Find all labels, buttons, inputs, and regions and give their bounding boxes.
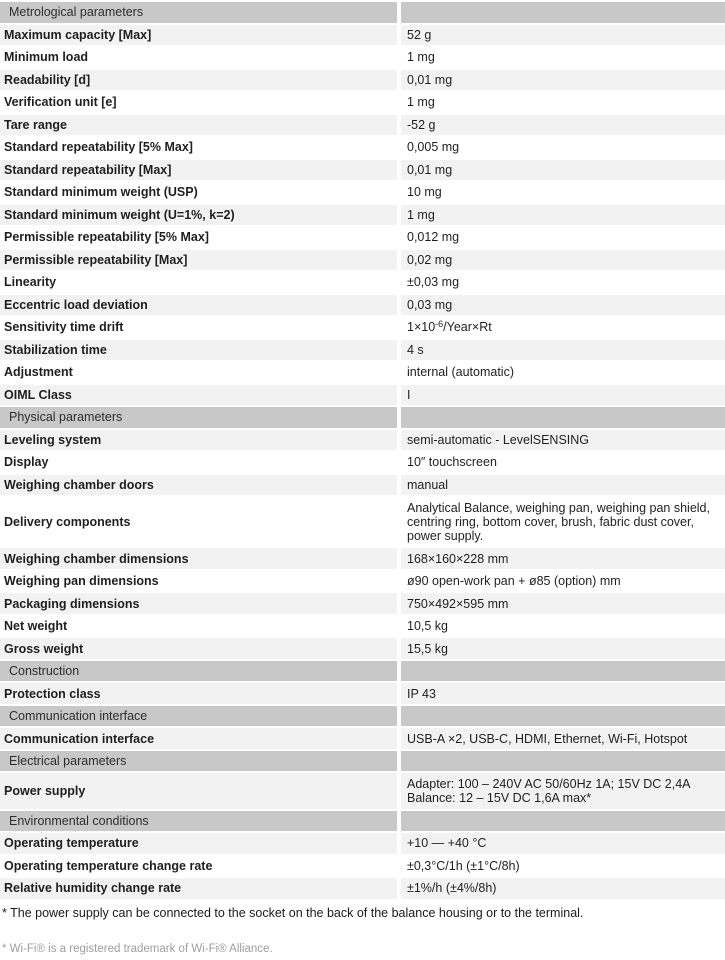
spec-row-value: +10 — +40 °C bbox=[401, 833, 725, 854]
section-header-label: Communication interface bbox=[0, 706, 397, 727]
footnote-power-supply: * The power supply can be connected to the socket on the back of the balance housing or to the terminal. bbox=[2, 905, 584, 920]
spec-row-value: 15,5 kg bbox=[401, 638, 725, 659]
section-header-spacer bbox=[401, 811, 725, 832]
spec-row-label: Relative humidity change rate bbox=[0, 878, 397, 899]
section-header-row bbox=[0, 407, 725, 430]
spec-row bbox=[0, 340, 725, 363]
section-header-spacer bbox=[401, 706, 725, 727]
spec-row bbox=[0, 385, 725, 408]
spec-row-label: Permissible repeatability [Max] bbox=[0, 250, 397, 271]
spec-row-value: ±0,03 mg bbox=[401, 272, 725, 293]
spec-table bbox=[0, 2, 725, 901]
footnote-wifi-trademark: * Wi-Fi® is a registered trademark of Wi-Fi® Alliance. bbox=[2, 942, 273, 955]
spec-row bbox=[0, 497, 725, 548]
section-header-row bbox=[0, 751, 725, 774]
spec-row-label: Display bbox=[0, 452, 397, 473]
spec-row-label: Adjustment bbox=[0, 362, 397, 383]
section-header-label: Construction bbox=[0, 661, 397, 682]
spec-row-label: Operating temperature change rate bbox=[0, 856, 397, 877]
section-header-spacer bbox=[401, 407, 725, 428]
spec-row bbox=[0, 115, 725, 138]
spec-row-value: 750×492×595 mm bbox=[401, 593, 725, 614]
spec-row-label: Minimum load bbox=[0, 47, 397, 68]
spec-row-value-line: Adapter: 100 – 240V AC 50/60Hz 1A; 15V DC 2,4A bbox=[407, 777, 691, 792]
spec-row-value: semi-automatic - LevelSENSING bbox=[401, 430, 725, 451]
spec-row-value bbox=[401, 773, 725, 808]
spec-row-value: 0,012 mg bbox=[401, 227, 725, 248]
spec-row bbox=[0, 878, 725, 901]
section-header-row bbox=[0, 706, 725, 729]
spec-row-value: 0,005 mg bbox=[401, 137, 725, 158]
spec-row bbox=[0, 548, 725, 571]
spec-row-value-line: Balance: 12 – 15V DC 1,6A max* bbox=[407, 791, 592, 806]
spec-row-label: Maximum capacity [Max] bbox=[0, 25, 397, 46]
section-header-label: Electrical parameters bbox=[0, 751, 397, 772]
spec-row-label: Weighing pan dimensions bbox=[0, 571, 397, 592]
spec-row bbox=[0, 728, 725, 751]
spec-row bbox=[0, 616, 725, 639]
spec-row-value: IP 43 bbox=[401, 683, 725, 704]
spec-row-label: Permissible repeatability [5% Max] bbox=[0, 227, 397, 248]
spec-row-value: ø90 open-work pan + ø85 (option) mm bbox=[401, 571, 725, 592]
spec-row bbox=[0, 856, 725, 879]
spec-row-value: -52 g bbox=[401, 115, 725, 136]
spec-row bbox=[0, 571, 725, 594]
spec-row-label: Gross weight bbox=[0, 638, 397, 659]
spec-row-value: 1 mg bbox=[401, 47, 725, 68]
spec-row-label: Packaging dimensions bbox=[0, 593, 397, 614]
spec-row-label: Tare range bbox=[0, 115, 397, 136]
section-header-label: Environmental conditions bbox=[0, 811, 397, 832]
spec-row-value: 10″ touchscreen bbox=[401, 452, 725, 473]
spec-row-label: Standard minimum weight (USP) bbox=[0, 182, 397, 203]
spec-row-value: 10 mg bbox=[401, 182, 725, 203]
spec-row-value: internal (automatic) bbox=[401, 362, 725, 383]
spec-row-label: Eccentric load deviation bbox=[0, 295, 397, 316]
spec-row bbox=[0, 362, 725, 385]
spec-row-value: 0,01 mg bbox=[401, 160, 725, 181]
spec-row bbox=[0, 92, 725, 115]
spec-row-label: Standard minimum weight (U=1%, k=2) bbox=[0, 205, 397, 226]
section-header-spacer bbox=[401, 751, 725, 772]
spec-row-value: Analytical Balance, weighing pan, weighing pan shield, centring ring, bottom cover, brush, fabric dust cover, power supply. bbox=[401, 497, 725, 546]
spec-row-value: manual bbox=[401, 475, 725, 496]
spec-row bbox=[0, 250, 725, 273]
spec-row-label: Communication interface bbox=[0, 728, 397, 749]
spec-row bbox=[0, 295, 725, 318]
spec-row bbox=[0, 452, 725, 475]
spec-row-value: 0,03 mg bbox=[401, 295, 725, 316]
spec-row-label: Weighing chamber doors bbox=[0, 475, 397, 496]
spec-row bbox=[0, 47, 725, 70]
spec-row-label: Operating temperature bbox=[0, 833, 397, 854]
spec-row-label: OIML Class bbox=[0, 385, 397, 406]
spec-row bbox=[0, 160, 725, 183]
spec-row bbox=[0, 638, 725, 661]
spec-row-value: 0,01 mg bbox=[401, 70, 725, 91]
spec-row bbox=[0, 25, 725, 48]
spec-row-label: Leveling system bbox=[0, 430, 397, 451]
spec-row-value: 1 mg bbox=[401, 205, 725, 226]
spec-row bbox=[0, 683, 725, 706]
spec-row-value: 0,02 mg bbox=[401, 250, 725, 271]
spec-row-label: Stabilization time bbox=[0, 340, 397, 361]
spec-row-label: Linearity bbox=[0, 272, 397, 293]
spec-row-value: $1\times 10^{-6}/Year\times Rt$ bbox=[401, 317, 725, 338]
spec-row-value: 1 mg bbox=[401, 92, 725, 113]
spec-row bbox=[0, 70, 725, 93]
spec-row bbox=[0, 182, 725, 205]
spec-row bbox=[0, 773, 725, 810]
spec-row-value: I bbox=[401, 385, 725, 406]
spec-row bbox=[0, 317, 725, 340]
spec-row bbox=[0, 137, 725, 160]
spec-row-label: Weighing chamber dimensions bbox=[0, 548, 397, 569]
spec-row-value: USB-A ×2, USB-C, HDMI, Ethernet, Wi-Fi, Hotspot bbox=[401, 728, 725, 749]
section-header-row bbox=[0, 811, 725, 834]
spec-row-label: Power supply bbox=[0, 773, 397, 808]
spec-row-value: 168×160×228 mm bbox=[401, 548, 725, 569]
spec-row-value: ±1%/h (±4%/8h) bbox=[401, 878, 725, 899]
section-header-spacer bbox=[401, 661, 725, 682]
spec-row-value: 10,5 kg bbox=[401, 616, 725, 637]
section-header-row bbox=[0, 2, 725, 25]
spec-row bbox=[0, 833, 725, 856]
spec-row-label: Protection class bbox=[0, 683, 397, 704]
section-header-spacer bbox=[401, 2, 725, 23]
spec-row bbox=[0, 272, 725, 295]
spec-row-label: Standard repeatability [Max] bbox=[0, 160, 397, 181]
section-header-row bbox=[0, 661, 725, 684]
spec-row-label: Sensitivity time drift bbox=[0, 317, 397, 338]
spec-row-label: Standard repeatability [5% Max] bbox=[0, 137, 397, 158]
spec-row-label: Delivery components bbox=[0, 497, 397, 546]
spec-row-value: 52 g bbox=[401, 25, 725, 46]
section-header-label: Metrological parameters bbox=[0, 2, 397, 23]
spec-row bbox=[0, 430, 725, 453]
spec-row bbox=[0, 593, 725, 616]
section-header-label: Physical parameters bbox=[0, 407, 397, 428]
spec-row bbox=[0, 227, 725, 250]
spec-row-value: 4 s bbox=[401, 340, 725, 361]
spec-row-label: Net weight bbox=[0, 616, 397, 637]
spec-row-label: Verification unit [e] bbox=[0, 92, 397, 113]
spec-row-label: Readability [d] bbox=[0, 70, 397, 91]
spec-row bbox=[0, 475, 725, 498]
spec-row bbox=[0, 205, 725, 228]
spec-row-value: ±0,3°C/1h (±1°C/8h) bbox=[401, 856, 725, 877]
